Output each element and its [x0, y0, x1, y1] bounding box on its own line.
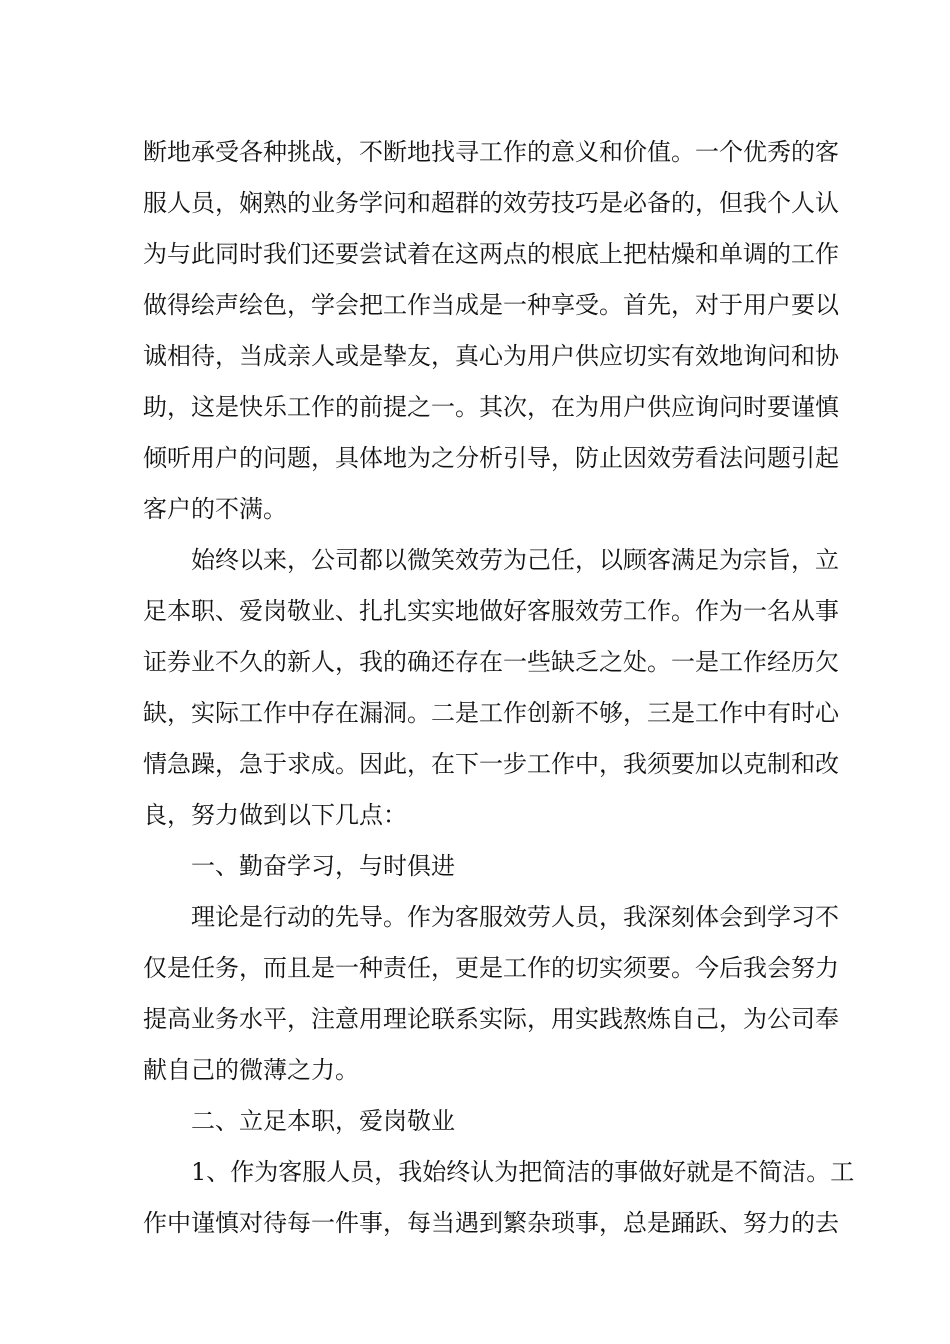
paragraph-line: 始终以来，公司都以微笑效劳为己任，以顾客满足为宗旨，立	[191, 546, 839, 574]
paragraph-line: 足本职、爱岗敬业、扎扎实实地做好客服效劳工作。作为一名从事	[143, 597, 839, 625]
paragraph-line: 客户的不满。	[143, 495, 287, 523]
section-heading: 二、立足本职，爱岗敬业	[191, 1107, 455, 1135]
paragraph-line: 作中谨慎对待每一件事，每当遇到繁杂琐事，总是踊跃、努力的去	[143, 1209, 839, 1237]
paragraph-line: 倾听用户的问题，具体地为之分析引导，防止因效劳看法问题引起	[143, 444, 839, 472]
paragraph-line: 良，努力做到以下几点：	[143, 801, 407, 829]
paragraph-line: 断地承受各种挑战，不断地找寻工作的意义和价值。一个优秀的客	[143, 138, 839, 166]
paragraph-line: 提高业务水平，注意用理论联系实际，用实践熬炼自己，为公司奉	[143, 1005, 839, 1033]
paragraph-line: 证券业不久的新人，我的确还存在一些缺乏之处。一是工作经历欠	[143, 648, 839, 676]
paragraph-line: 做得绘声绘色，学会把工作当成是一种享受。首先，对于用户要以	[143, 291, 839, 319]
section-heading: 一、勤奋学习，与时俱进	[191, 852, 455, 880]
document-body	[143, 127, 855, 1249]
paragraph-line: 助，这是快乐工作的前提之一。其次，在为用户供应询问时要谨慎	[143, 393, 839, 421]
paragraph-line: 仅是任务，而且是一种责任，更是工作的切实须要。今后我会努力	[143, 954, 839, 982]
paragraph-line: 献自己的微薄之力。	[143, 1056, 359, 1084]
paragraph-line: 诚相待，当成亲人或是挚友，真心为用户供应切实有效地询问和协	[143, 342, 839, 370]
paragraph-line: 缺，实际工作中存在漏洞。二是工作创新不够，三是工作中有时心	[143, 699, 839, 727]
paragraph-line: 理论是行动的先导。作为客服效劳人员，我深刻体会到学习不	[191, 903, 839, 931]
paragraph-line: 情急躁，急于求成。因此，在下一步工作中，我须要加以克制和改	[143, 750, 839, 778]
paragraph-line: 服人员，娴熟的业务学问和超群的效劳技巧是必备的，但我个人认	[143, 189, 839, 217]
paragraph-line: 为与此同时我们还要尝试着在这两点的根底上把枯燥和单调的工作	[143, 240, 839, 268]
paragraph-line: 1、作为客服人员，我始终认为把简洁的事做好就是不简洁。工	[191, 1158, 855, 1186]
